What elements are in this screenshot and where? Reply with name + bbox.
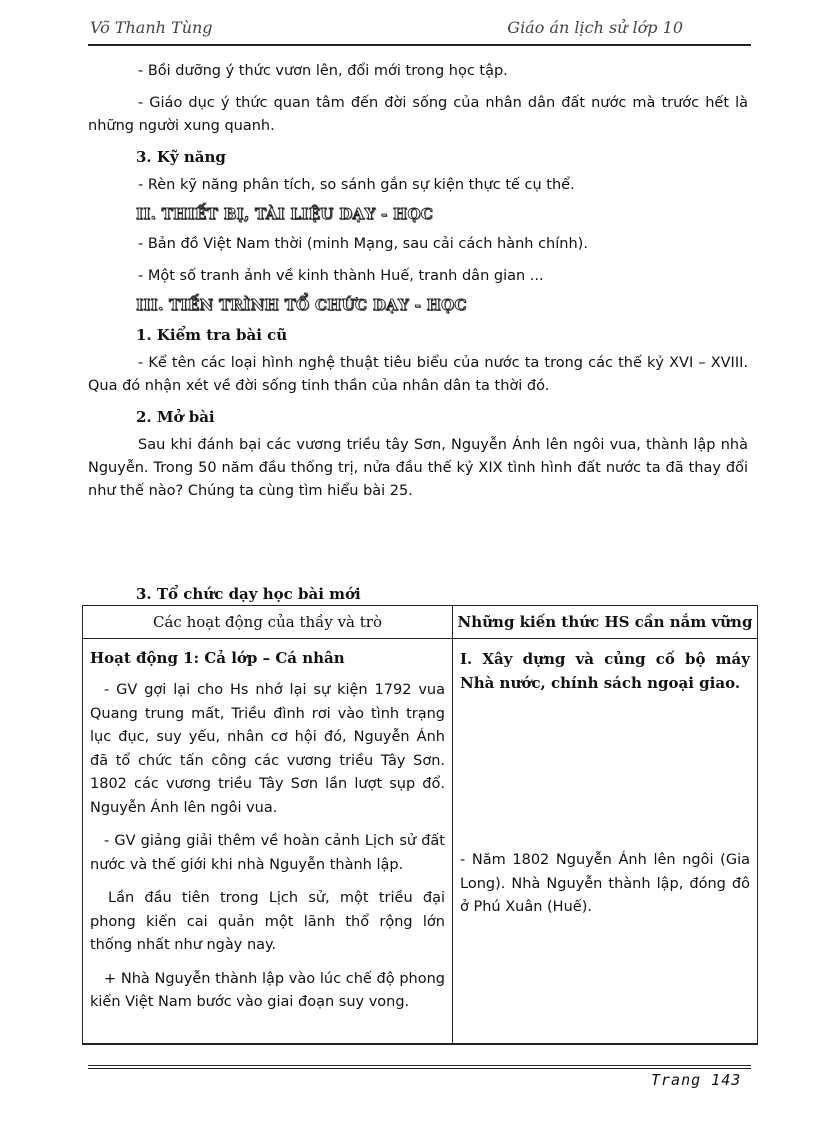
paragraph: - Một số tranh ảnh về kinh thành Huế, tranh dân gian ... xyxy=(138,268,544,284)
paragraph: - Kể tên các loại hình nghệ thuật tiêu biểu của nước ta trong các thế kỷ XVI – XVIII. Qua đó nhận xét về đời sống tinh thần của nhân dân ta thời đó. xyxy=(88,355,748,394)
paragraph: Sau khi đánh bại các vương triều tây Sơn, Nguyễn Ánh lên ngôi vua, thành lập nhà Nguyễn. Trong 50 năm đầu thống trị, nửa đầu thế kỷ XIX tình hình đất nước ta đã thay đổi như thế nào? Chúng ta cùng tìm hiểu bài 25. xyxy=(88,437,748,499)
footer-divider xyxy=(88,1068,751,1069)
header-title: Giáo án lịch sử lớp 10 xyxy=(507,18,683,37)
header-author: Võ Thanh Tùng xyxy=(90,18,213,37)
column-header-activities: Các hoạt động của thầy và trò xyxy=(83,606,453,639)
column-header-knowledge: Những kiến thức HS cần nắm vững xyxy=(453,606,758,639)
lesson-table xyxy=(82,605,758,1045)
activity-paragraph: + Nhà Nguyễn thành lập vào lúc chế độ phong kiến Việt Nam bước vào giai đoạn suy vong. xyxy=(90,970,445,1010)
page-header xyxy=(88,14,751,46)
paragraph: - Rèn kỹ năng phân tích, so sánh gắn sự kiện thực tế cụ thể. xyxy=(138,177,575,193)
table-row xyxy=(83,639,758,1045)
subheading-ky-nang: 3. Kỹ năng xyxy=(136,148,226,166)
activities-cell xyxy=(83,639,453,1045)
activity-paragraph: Lần đầu tiên trong Lịch sử, một triều đại phong kiến cai quản một lãnh thổ rộng lớn thống nhất như ngày nay. xyxy=(90,890,445,953)
activity-paragraph: - GV giảng giải thêm về hoàn cảnh Lịch sử đất nước và thế giới khi nhà Nguyễn thành lập. xyxy=(90,833,445,873)
activity-paragraph: - GV gợi lại cho Hs nhớ lại sự kiện 1792 vua Quang trung mất, Triều đình rơi vào tình trạng lục đục, suy yếu, nhân cơ hội đó, Nguyễn Ánh đã tổ chức tấn công các vương triều Tây Sơn. 1802 các vương triều Tây Sơn lần lượt sụp đổ. Nguyễn Ánh lên ngôi vua. xyxy=(90,682,445,816)
document-body xyxy=(88,60,748,503)
paragraph: - Bản đồ Việt Nam thời (minh Mạng, sau cải cách hành chính). xyxy=(138,236,588,252)
footer-divider xyxy=(88,1065,751,1066)
page-number: Trang 143 xyxy=(651,1071,742,1089)
knowledge-title: I. Xây dựng và củng cố bộ máy Nhà nước, chính sách ngoại giao. xyxy=(460,650,750,692)
paragraph: - Bồi dưỡng ý thức vươn lên, đổi mới trong học tập. xyxy=(138,63,508,79)
knowledge-cell xyxy=(453,639,758,1045)
knowledge-paragraph: - Năm 1802 Nguyễn Ánh lên ngôi (Gia Long). Nhà Nguyễn thành lập, đóng đô ở Phú Xuân (Huế). xyxy=(460,852,750,915)
section-heading-thiet-bi: II. THIẾT BỊ, TÀI LIỆU DẠY - HỌC xyxy=(136,205,434,223)
section-heading-tien-trinh: III. TIẾN TRÌNH TỔ CHỨC DẠY - HỌC xyxy=(136,296,467,314)
table-header-row xyxy=(83,606,758,639)
paragraph: - Giáo dục ý thức quan tâm đến đời sống của nhân dân đất nước mà trước hết là những người xung quanh. xyxy=(88,95,748,134)
activity-title: Hoạt động 1: Cả lớp – Cá nhân xyxy=(90,649,345,667)
subheading-kiem-tra: 1. Kiểm tra bài cũ xyxy=(136,326,288,344)
subheading-to-chuc: 3. Tổ chức dạy học bài mới xyxy=(136,585,361,603)
subheading-mo-bai: 2. Mở bài xyxy=(136,408,215,426)
